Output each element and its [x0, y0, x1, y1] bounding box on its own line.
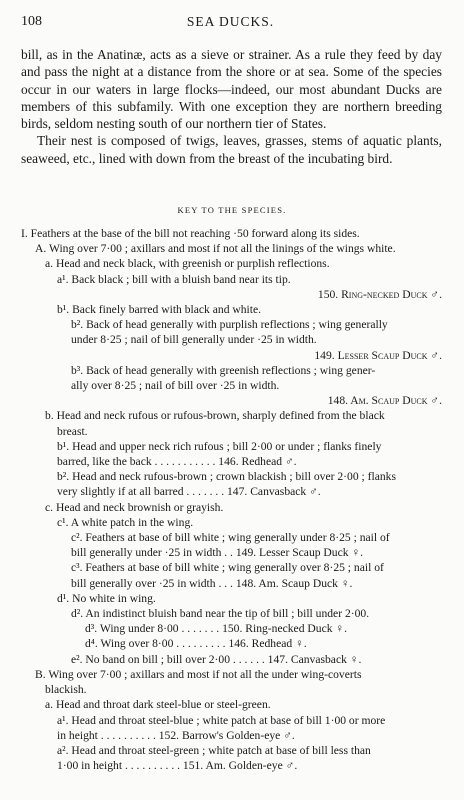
key-line: a. Head and neck black, with greenish or purplish reflections. — [45, 257, 330, 271]
key-line: b². Head and neck rufous-brown ; crown blackish ; bill over 2·00 ; flanks — [57, 470, 396, 484]
key-line: I. Feathers at the base of the bill not reaching ·50 forward along its sides. — [21, 227, 360, 240]
key-species-line: 149. Lesser Scaup Duck ♂. — [314, 348, 442, 362]
intro-text — [21, 46, 442, 167]
intro-paragraph: bill, as in the Anatinæ, acts as a sieve or strainer. As a rule they feed by day and pass the night at a distance from the shore or at sea. Some of the species occur in our waters in large flocks—indeed, our most abundant Ducks are members of this subfamily. With one exception they are northern breeding birds, seldom nesting south of our northern tier of States. — [21, 47, 442, 132]
key-line: under 8·25 ; nail of bill generally under ·25 in width. — [71, 333, 317, 347]
key-line: a². Head and throat steel-green ; white patch at base of bill less than — [57, 743, 371, 757]
key-species-line: 148. Am. Scaup Duck ♂. — [327, 394, 442, 408]
species-key — [21, 226, 442, 773]
key-line: bill generally over ·25 in width . . . 148. Am. Scaup Duck ♀. — [71, 576, 353, 590]
key-line: 1·00 in height . . . . . . . . . . 151. Am. Golden-eye ♂. — [57, 759, 298, 773]
key-line: A. Wing over 7·00 ; axillars and most if not all the linings of the wings white. — [35, 242, 396, 256]
key-line: d³. Wing under 8·00 . . . . . . . 150. Ring-necked Duck ♀. — [85, 622, 348, 636]
key-line: barred, like the back . . . . . . . . . . . 146. Redhead ♂. — [57, 455, 297, 469]
key-line: d¹. No white in wing. — [57, 591, 156, 605]
key-line: c¹. A white patch in the wing. — [57, 515, 194, 529]
key-line: b². Back of head generally with purplish reflections ; wing generally — [71, 318, 388, 332]
key-line: blackish. — [45, 683, 87, 697]
key-line: a. Head and throat dark steel-blue or steel-green. — [45, 698, 271, 712]
page-header — [21, 14, 440, 34]
key-line: a¹. Head and throat steel-blue ; white patch at base of bill 1·00 or more — [57, 713, 386, 727]
key-line: b³. Back of head generally with greenish reflections ; wing gener- — [71, 363, 376, 377]
key-line: b. Head and neck rufous or rufous-brown, sharply defined from the black — [45, 409, 385, 423]
key-line: in height . . . . . . . . . . 152. Barrow's Golden-eye ♂. — [57, 728, 295, 742]
key-line: c². Feathers at base of bill white ; wing generally under 8·25 ; nail of — [71, 531, 390, 545]
key-line: breast. — [57, 424, 88, 438]
key-heading: KEY TO THE SPECIES. — [177, 205, 287, 215]
key-line: c. Head and neck brownish or grayish. — [45, 500, 224, 514]
key-line: e². No band on bill ; bill over 2·00 . . . . . . 147. Canvasback ♀. — [71, 652, 362, 666]
key-line: a¹. Back black ; bill with a bluish band near its tip. — [57, 272, 291, 286]
intro-paragraph: Their nest is composed of twigs, leaves, grasses, stems of aquatic plants, seaweed, etc., lined with down from the breast of the incubating bird. — [21, 133, 442, 166]
key-line: B. Wing over 7·00 ; axillars and most if not all the under wing-coverts — [35, 667, 362, 681]
key-line: bill generally under ·25 in width . . 149. Lesser Scaup Duck ♀. — [71, 546, 364, 560]
key-line: d². An indistinct bluish band near the tip of bill ; bill under 2·00. — [71, 607, 370, 621]
key-line: b¹. Head and upper neck rich rufous ; bill 2·00 or under ; flanks finely — [57, 439, 382, 453]
key-line: very slightly if at all barred . . . . . . . 147. Canvasback ♂. — [57, 485, 321, 499]
key-line: c³. Feathers at base of bill white ; wing generally over 8·25 ; nail of — [71, 561, 384, 575]
page-number: 108 — [21, 14, 42, 29]
key-line: d⁴. Wing over 8·00 . . . . . . . . . 146. Redhead ♀. — [85, 637, 307, 651]
running-title: SEA DUCKS. — [186, 14, 275, 29]
key-line: b¹. Back finely barred with black and white. — [57, 303, 262, 317]
key-species-line: 150. Ring-necked Duck ♂. — [317, 287, 442, 301]
key-line: ally over 8·25 ; nail of bill over ·25 in width. — [71, 379, 280, 393]
